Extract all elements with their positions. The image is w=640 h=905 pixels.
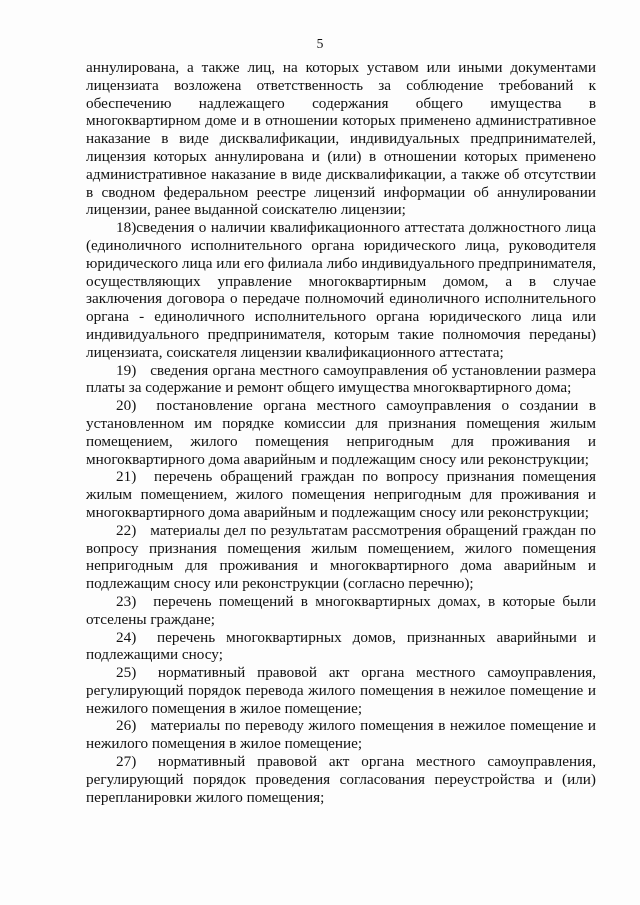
list-item-number: 27) xyxy=(116,753,137,771)
paragraph-text: сведения органа местного самоуправления об установлении размера платы за содержание и ремонт общего имущества многоквартирного дома; xyxy=(86,361,596,397)
list-item-22 xyxy=(86,522,596,593)
list-item-number: 25) xyxy=(116,664,137,682)
list-item-26 xyxy=(86,717,596,753)
paragraph-text: аннулирована, а также лиц, на которых уставом или иными документами лицензиата возложена ответственность за соблюдение требований к обеспечению надлежащего содержания общего имущества в многоквартирном доме и в отношении которых применено административное наказание в виде дисквалификации, индивидуальных предпринимателей, лицензия которых аннулирована и (или) в отношении которых применено административное наказание в виде дисквалификации, а также об отсутствии в сводном федеральном реестре лицензий информации об аннулировании лицензии, ранее выданной соискателю лицензии; xyxy=(86,59,596,219)
list-item-number: 23) xyxy=(116,592,137,610)
list-item-23 xyxy=(86,593,596,629)
page-number: 5 xyxy=(316,36,324,51)
list-item-21 xyxy=(86,468,596,521)
list-item-number: 26) xyxy=(116,717,137,735)
paragraph-text: перечень помещений в многоквартирных домах, в которые были отселены граждане; xyxy=(86,592,596,628)
list-item-number: 21) xyxy=(116,468,137,486)
list-item-27 xyxy=(86,753,596,806)
list-item-25 xyxy=(86,664,596,717)
list-item-number: 24) xyxy=(116,628,137,646)
list-item-number: 22) xyxy=(116,521,137,539)
list-item-number: 18) xyxy=(116,219,137,237)
document-body xyxy=(86,59,596,806)
list-item-20 xyxy=(86,397,596,468)
paragraph-text: перечень многоквартирных домов, признанных аварийными и подлежащими сносу; xyxy=(86,628,596,664)
list-item-number: 19) xyxy=(116,361,137,379)
list-item-19 xyxy=(86,362,596,398)
paragraph-text: материалы дел по результатам рассмотрения обращений граждан по вопросу признания помещения жилым помещением, жилого помещения непригодным для проживания и многоквартирного дома аварийным и подлежащим сносу или реконструкции (согласно перечню); xyxy=(86,521,596,593)
paragraph-text: нормативный правовой акт органа местного самоуправления, регулирующий порядок перевода жилого помещения в нежилое помещение и нежилого помещения в жилое помещение; xyxy=(86,664,596,717)
list-item-18 xyxy=(86,219,596,361)
paragraph-text: материалы по переводу жилого помещения в нежилое помещение и нежилого помещения в жилое помещение; xyxy=(86,717,597,753)
paragraph-text: постановление органа местного самоуправления о создании в установленном им порядке комиссии для признания помещения жилым помещением, жилого помещения непригодным для проживания и многоквартирного дома аварийным и подлежащим сносу или реконструкции; xyxy=(86,397,596,468)
paragraph-text: перечень обращений граждан по вопросу признания помещения жилым помещением, жилого помещения непригодным для проживания и многоквартирного дома аварийным и подлежащим сносу или реконструкции; xyxy=(86,468,597,521)
paragraph-text: нормативный правовой акт органа местного самоуправления, регулирующий порядок проведения согласования переустройства и (или) перепланировки жилого помещения; xyxy=(86,753,596,806)
list-item-number: 20) xyxy=(116,397,137,415)
paragraph-continuation xyxy=(86,59,596,219)
list-item-24 xyxy=(86,629,596,665)
paragraph-text: сведения о наличии квалификационного аттестата должностного лица (единоличного исполнительного органа юридического лица, руководителя юридического лица или его филиала либо индивидуального предпринимателя, осуществляющих управление многоквартирным домом, а в случае заключения договора о передаче полномочий единоличного исполнительного органа - единоличного исполнительного органа юридического лица или индивидуального предпринимателя, которым такие полномочия переданы) лицензиата, соискателя лицензии квалификационного аттестата; xyxy=(86,219,596,361)
